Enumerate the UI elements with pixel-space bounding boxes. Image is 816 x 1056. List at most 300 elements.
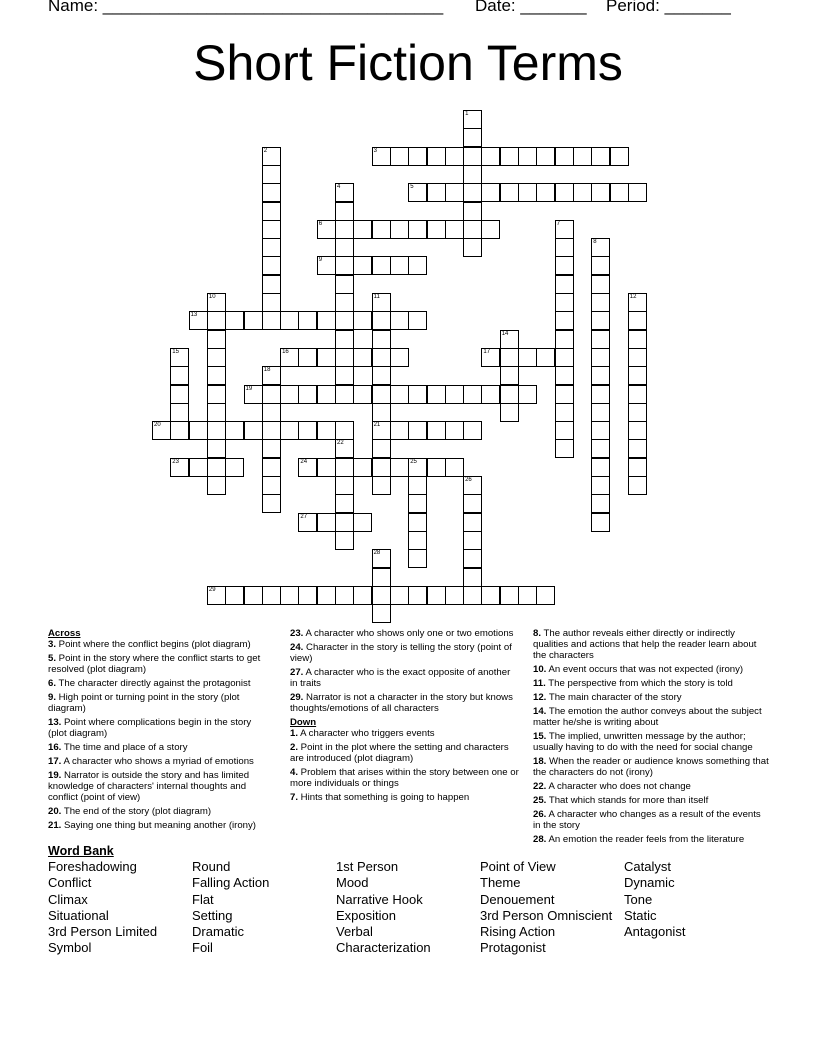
- grid-cell[interactable]: [390, 385, 409, 404]
- grid-cell[interactable]: [317, 458, 336, 477]
- grid-cell[interactable]: [591, 238, 610, 257]
- grid-cell[interactable]: [225, 458, 244, 477]
- grid-cell[interactable]: [262, 476, 281, 495]
- clue-number: 4: [337, 184, 341, 191]
- grid-cell[interactable]: [170, 403, 189, 422]
- grid-cell[interactable]: [445, 147, 464, 166]
- clue-text: The character directly against the protagonist: [56, 678, 251, 689]
- grid-cell[interactable]: [335, 421, 354, 440]
- grid-cell[interactable]: [427, 220, 446, 239]
- grid-cell[interactable]: [262, 439, 281, 458]
- grid-cell[interactable]: [353, 586, 372, 605]
- grid-cell[interactable]: [555, 183, 574, 202]
- grid-cell[interactable]: [555, 330, 574, 349]
- word-bank-column: [192, 859, 269, 957]
- grid-cell[interactable]: [427, 586, 446, 605]
- grid-cell[interactable]: [518, 147, 537, 166]
- grid-cell[interactable]: [298, 421, 317, 440]
- grid-cell[interactable]: [280, 385, 299, 404]
- clue-text: A character who does not change: [546, 781, 691, 792]
- grid-cell[interactable]: [207, 458, 226, 477]
- clue-number: 9.: [48, 692, 57, 703]
- grid-cell[interactable]: [500, 403, 519, 422]
- grid-cell[interactable]: [317, 421, 336, 440]
- clue-item: [48, 770, 270, 803]
- grid-cell[interactable]: [262, 165, 281, 184]
- clue-number: 2.: [290, 742, 299, 753]
- grid-cell[interactable]: [335, 586, 354, 605]
- grid-cell[interactable]: [591, 458, 610, 477]
- grid-cell[interactable]: [555, 403, 574, 422]
- grid-cell[interactable]: [372, 549, 391, 568]
- grid-cell[interactable]: [372, 385, 391, 404]
- grid-cell[interactable]: [518, 348, 537, 367]
- grid-cell[interactable]: [207, 586, 226, 605]
- clue-number: 12.: [533, 692, 547, 703]
- grid-cell[interactable]: [262, 293, 281, 312]
- grid-cell[interactable]: [353, 348, 372, 367]
- clue-item: [48, 717, 270, 739]
- clue-number: 16.: [48, 742, 62, 753]
- clue-number: 18.: [533, 756, 547, 767]
- grid-cell[interactable]: [262, 220, 281, 239]
- grid-cell[interactable]: [463, 238, 482, 257]
- grid-cell[interactable]: [317, 513, 336, 532]
- grid-cell[interactable]: [390, 458, 409, 477]
- grid-cell[interactable]: [610, 183, 629, 202]
- grid-cell[interactable]: [335, 513, 354, 532]
- grid-cell[interactable]: [390, 586, 409, 605]
- grid-cell[interactable]: [591, 256, 610, 275]
- grid-cell[interactable]: [335, 183, 354, 202]
- clue-item: [48, 742, 270, 753]
- grid-cell[interactable]: [372, 348, 391, 367]
- grid-cell[interactable]: [445, 586, 464, 605]
- grid-cell[interactable]: [628, 366, 647, 385]
- grid-cell[interactable]: [591, 439, 610, 458]
- grid-cell[interactable]: [262, 403, 281, 422]
- grid-cell[interactable]: [481, 147, 500, 166]
- grid-cell[interactable]: [262, 421, 281, 440]
- grid-cell[interactable]: [372, 311, 391, 330]
- clue-number: 16: [282, 348, 289, 355]
- grid-cell[interactable]: [207, 366, 226, 385]
- clue-text: Point where the conflict begins (plot diagram): [56, 639, 251, 650]
- grid-cell[interactable]: [317, 220, 336, 239]
- grid-cell[interactable]: [335, 348, 354, 367]
- grid-cell[interactable]: [262, 256, 281, 275]
- grid-cell[interactable]: [372, 586, 391, 605]
- grid-cell[interactable]: [591, 494, 610, 513]
- name-field[interactable]: Name: ____________________________________: [48, 0, 444, 15]
- grid-cell[interactable]: [244, 311, 263, 330]
- grid-cell[interactable]: [335, 476, 354, 495]
- grid-cell[interactable]: [463, 110, 482, 129]
- clue-text: The emotion the author conveys about the subject matter he/she is writing about: [533, 706, 762, 728]
- grid-cell[interactable]: [628, 183, 647, 202]
- grid-cell[interactable]: [427, 421, 446, 440]
- grid-cell[interactable]: [591, 513, 610, 532]
- grid-cell[interactable]: [408, 147, 427, 166]
- grid-cell[interactable]: [335, 385, 354, 404]
- clue-number: 9: [318, 257, 323, 264]
- word-bank-term: 1st Person: [336, 859, 399, 874]
- grid-cell[interactable]: [372, 256, 391, 275]
- grid-cell[interactable]: [555, 311, 574, 330]
- clue-number: 23.: [290, 628, 304, 639]
- grid-cell[interactable]: [262, 275, 281, 294]
- grid-cell[interactable]: [500, 348, 519, 367]
- grid-cell[interactable]: [628, 311, 647, 330]
- grid-cell[interactable]: [262, 385, 281, 404]
- grid-cell[interactable]: [170, 348, 189, 367]
- grid-cell[interactable]: [335, 256, 354, 275]
- grid-cell[interactable]: [463, 568, 482, 587]
- grid-cell[interactable]: [591, 366, 610, 385]
- clue-number: 15.: [533, 731, 547, 742]
- grid-cell[interactable]: [335, 330, 354, 349]
- grid-cell[interactable]: [408, 385, 427, 404]
- grid-cell[interactable]: [555, 275, 574, 294]
- clue-text: Problem that arises within the story between one or more individuals or things: [290, 767, 519, 789]
- grid-cell[interactable]: [317, 311, 336, 330]
- grid-cell[interactable]: [555, 348, 574, 367]
- grid-cell[interactable]: [372, 220, 391, 239]
- grid-cell[interactable]: [408, 458, 427, 477]
- grid-cell[interactable]: [463, 183, 482, 202]
- grid-cell[interactable]: [207, 439, 226, 458]
- grid-cell[interactable]: [463, 476, 482, 495]
- clues-column-2: [290, 628, 520, 806]
- grid-cell[interactable]: [536, 183, 555, 202]
- grid-cell[interactable]: [353, 513, 372, 532]
- grid-cell[interactable]: [335, 293, 354, 312]
- grid-cell[interactable]: [445, 458, 464, 477]
- grid-cell[interactable]: [335, 458, 354, 477]
- grid-cell[interactable]: [500, 147, 519, 166]
- grid-cell[interactable]: [591, 403, 610, 422]
- grid-cell[interactable]: [555, 147, 574, 166]
- grid-cell[interactable]: [628, 385, 647, 404]
- grid-cell[interactable]: [500, 586, 519, 605]
- grid-cell[interactable]: [408, 220, 427, 239]
- grid-cell[interactable]: [317, 586, 336, 605]
- grid-cell[interactable]: [463, 531, 482, 550]
- grid-cell[interactable]: [555, 439, 574, 458]
- grid-cell[interactable]: [317, 256, 336, 275]
- grid-cell[interactable]: [390, 147, 409, 166]
- grid-cell[interactable]: [280, 586, 299, 605]
- grid-cell[interactable]: [298, 458, 317, 477]
- grid-cell[interactable]: [372, 366, 391, 385]
- grid-cell[interactable]: [262, 366, 281, 385]
- grid-cell[interactable]: [262, 494, 281, 513]
- grid-cell[interactable]: [298, 348, 317, 367]
- grid-cell[interactable]: [207, 330, 226, 349]
- grid-cell[interactable]: [518, 183, 537, 202]
- word-bank-term: 3rd Person Omniscient: [480, 907, 613, 923]
- grid-cell[interactable]: [372, 458, 391, 477]
- grid-cell[interactable]: [408, 494, 427, 513]
- grid-cell[interactable]: [335, 439, 354, 458]
- across-heading: Across: [48, 628, 81, 639]
- clue-number: 24.: [290, 642, 304, 653]
- grid-cell[interactable]: [610, 147, 629, 166]
- grid-cell[interactable]: [555, 385, 574, 404]
- clue-number: 11.: [533, 678, 546, 689]
- grid-cell[interactable]: [298, 311, 317, 330]
- grid-cell[interactable]: [390, 421, 409, 440]
- grid-cell[interactable]: [262, 458, 281, 477]
- clue-number: 10.: [533, 664, 547, 675]
- grid-cell[interactable]: [408, 311, 427, 330]
- date-field[interactable]: Date: _______: [475, 0, 587, 15]
- grid-cell[interactable]: [628, 476, 647, 495]
- clue-number: 28.: [533, 834, 547, 845]
- clues-column-1: [48, 628, 270, 834]
- period-field[interactable]: Period: _______: [606, 0, 731, 15]
- word-bank-term: Climax: [48, 891, 88, 907]
- grid-cell[interactable]: [372, 293, 391, 312]
- grid-cell[interactable]: [628, 439, 647, 458]
- grid-cell[interactable]: [317, 385, 336, 404]
- grid-cell[interactable]: [390, 311, 409, 330]
- grid-cell[interactable]: [298, 513, 317, 532]
- grid-cell[interactable]: [463, 147, 482, 166]
- grid-cell[interactable]: [353, 458, 372, 477]
- grid-cell[interactable]: [262, 183, 281, 202]
- grid-cell[interactable]: [536, 348, 555, 367]
- clue-item: [533, 628, 769, 661]
- grid-cell[interactable]: [628, 330, 647, 349]
- grid-cell[interactable]: [335, 275, 354, 294]
- clue-number: 3.: [48, 639, 57, 650]
- grid-cell[interactable]: [390, 256, 409, 275]
- grid-cell[interactable]: [591, 311, 610, 330]
- clue-number: 27: [300, 513, 308, 520]
- grid-cell[interactable]: [280, 311, 299, 330]
- grid-cell[interactable]: [536, 147, 555, 166]
- grid-cell[interactable]: [353, 220, 372, 239]
- grid-cell[interactable]: [262, 202, 281, 221]
- grid-cell[interactable]: [372, 476, 391, 495]
- grid-cell[interactable]: [463, 220, 482, 239]
- grid-cell[interactable]: [628, 403, 647, 422]
- grid-cell[interactable]: [427, 147, 446, 166]
- grid-cell[interactable]: [500, 385, 519, 404]
- grid-cell[interactable]: [463, 128, 482, 147]
- grid-cell[interactable]: [591, 421, 610, 440]
- grid-cell[interactable]: [536, 586, 555, 605]
- grid-cell[interactable]: [555, 238, 574, 257]
- grid-cell[interactable]: [408, 183, 427, 202]
- word-bank-term: Round: [192, 859, 231, 874]
- grid-cell[interactable]: [170, 385, 189, 404]
- grid-cell[interactable]: [555, 421, 574, 440]
- grid-cell[interactable]: [390, 348, 409, 367]
- grid-cell[interactable]: [353, 385, 372, 404]
- grid-cell[interactable]: [481, 586, 500, 605]
- grid-cell[interactable]: [591, 385, 610, 404]
- grid-cell[interactable]: [628, 348, 647, 367]
- grid-cell[interactable]: [262, 147, 281, 166]
- grid-cell[interactable]: [518, 586, 537, 605]
- grid-cell[interactable]: [445, 220, 464, 239]
- clue-item: [48, 806, 270, 817]
- grid-cell[interactable]: [445, 183, 464, 202]
- grid-cell[interactable]: [408, 421, 427, 440]
- grid-cell[interactable]: [481, 220, 500, 239]
- grid-cell[interactable]: [207, 311, 226, 330]
- grid-cell[interactable]: [298, 385, 317, 404]
- grid-cell[interactable]: [207, 348, 226, 367]
- grid-cell[interactable]: [463, 549, 482, 568]
- grid-cell[interactable]: [317, 348, 336, 367]
- word-bank-term: Protagonist: [480, 940, 546, 956]
- word-bank-term: Foil: [192, 940, 213, 956]
- grid-cell[interactable]: [335, 531, 354, 550]
- grid-cell[interactable]: [555, 366, 574, 385]
- grid-cell[interactable]: [591, 183, 610, 202]
- clue-item: [290, 728, 520, 739]
- clue-item: [533, 706, 769, 728]
- grid-cell[interactable]: [280, 421, 299, 440]
- grid-cell[interactable]: [591, 275, 610, 294]
- grid-cell[interactable]: [500, 330, 519, 349]
- grid-cell[interactable]: [500, 183, 519, 202]
- grid-cell[interactable]: [170, 421, 189, 440]
- grid-cell[interactable]: [591, 293, 610, 312]
- clue-item: [533, 795, 769, 806]
- grid-cell[interactable]: [427, 385, 446, 404]
- grid-cell[interactable]: [372, 421, 391, 440]
- grid-cell[interactable]: [463, 385, 482, 404]
- grid-cell[interactable]: [244, 385, 263, 404]
- grid-cell[interactable]: [628, 458, 647, 477]
- clue-text: The perspective from which the story is told: [545, 678, 733, 689]
- grid-cell[interactable]: [207, 476, 226, 495]
- grid-cell[interactable]: [408, 586, 427, 605]
- grid-cell[interactable]: [555, 256, 574, 275]
- grid-cell[interactable]: [353, 311, 372, 330]
- grid-cell[interactable]: [189, 311, 208, 330]
- grid-cell[interactable]: [628, 293, 647, 312]
- clue-text: The end of the story (plot diagram): [61, 806, 212, 817]
- clue-text: The main character of the story: [546, 692, 682, 703]
- grid-cell[interactable]: [427, 183, 446, 202]
- grid-cell[interactable]: [152, 421, 171, 440]
- clue-number: 18: [263, 367, 271, 374]
- grid-cell[interactable]: [372, 439, 391, 458]
- clue-number: 29.: [290, 692, 304, 703]
- grid-cell[interactable]: [207, 421, 226, 440]
- clue-item: [290, 642, 520, 664]
- grid-cell[interactable]: [298, 586, 317, 605]
- grid-cell[interactable]: [207, 385, 226, 404]
- grid-cell[interactable]: [555, 293, 574, 312]
- grid-cell[interactable]: [244, 586, 263, 605]
- grid-cell[interactable]: [555, 220, 574, 239]
- grid-cell[interactable]: [335, 494, 354, 513]
- grid-cell[interactable]: [427, 458, 446, 477]
- grid-cell[interactable]: [262, 238, 281, 257]
- grid-cell[interactable]: [372, 403, 391, 422]
- grid-cell[interactable]: [225, 421, 244, 440]
- grid-cell[interactable]: [262, 586, 281, 605]
- grid-cell[interactable]: [335, 220, 354, 239]
- grid-cell[interactable]: [408, 476, 427, 495]
- grid-cell[interactable]: [225, 311, 244, 330]
- grid-cell[interactable]: [591, 476, 610, 495]
- clue-item: [533, 692, 769, 703]
- grid-cell[interactable]: [207, 403, 226, 422]
- word-bank-term: Characterization: [336, 940, 431, 956]
- word-bank-term: Rising Action: [480, 924, 556, 940]
- grid-cell[interactable]: [372, 568, 391, 587]
- grid-cell[interactable]: [463, 421, 482, 440]
- grid-cell[interactable]: [372, 604, 391, 623]
- grid-cell[interactable]: [335, 202, 354, 221]
- clue-number: 19: [245, 385, 253, 392]
- grid-cell[interactable]: [408, 549, 427, 568]
- grid-cell[interactable]: [280, 348, 299, 367]
- grid-cell[interactable]: [463, 165, 482, 184]
- grid-cell[interactable]: [335, 311, 354, 330]
- clue-number: 20.: [48, 806, 62, 817]
- grid-cell[interactable]: [500, 366, 519, 385]
- grid-cell[interactable]: [445, 385, 464, 404]
- clue-number: 21: [373, 422, 381, 429]
- grid-cell[interactable]: [390, 220, 409, 239]
- grid-cell[interactable]: [262, 311, 281, 330]
- grid-cell[interactable]: [189, 458, 208, 477]
- grid-cell[interactable]: [189, 421, 208, 440]
- grid-cell[interactable]: [408, 256, 427, 275]
- grid-cell[interactable]: [591, 348, 610, 367]
- grid-cell[interactable]: [628, 421, 647, 440]
- grid-cell[interactable]: [353, 256, 372, 275]
- grid-cell[interactable]: [591, 147, 610, 166]
- grid-cell[interactable]: [463, 202, 482, 221]
- grid-cell[interactable]: [225, 586, 244, 605]
- grid-cell[interactable]: [463, 586, 482, 605]
- grid-cell[interactable]: [244, 421, 263, 440]
- grid-cell[interactable]: [170, 366, 189, 385]
- grid-cell[interactable]: [408, 513, 427, 532]
- grid-cell[interactable]: [518, 385, 537, 404]
- grid-cell[interactable]: [463, 513, 482, 532]
- grid-cell[interactable]: [573, 147, 592, 166]
- clue-text: Narrator is not a character in the story but knows thoughts/emotions of all characters: [290, 692, 513, 714]
- grid-cell[interactable]: [170, 458, 189, 477]
- word-bank-column: [480, 859, 612, 957]
- grid-cell[interactable]: [481, 183, 500, 202]
- grid-cell[interactable]: [481, 348, 500, 367]
- clue-text: Hints that something is going to happen: [298, 792, 470, 803]
- grid-cell[interactable]: [463, 494, 482, 513]
- clue-number: 14: [501, 330, 509, 337]
- grid-cell[interactable]: [372, 330, 391, 349]
- grid-cell[interactable]: [335, 366, 354, 385]
- grid-cell[interactable]: [573, 183, 592, 202]
- grid-cell[interactable]: [481, 385, 500, 404]
- grid-cell[interactable]: [335, 238, 354, 257]
- grid-cell[interactable]: [445, 421, 464, 440]
- grid-cell[interactable]: [207, 293, 226, 312]
- grid-cell[interactable]: [591, 330, 610, 349]
- grid-cell[interactable]: [408, 531, 427, 550]
- grid-cell[interactable]: [372, 147, 391, 166]
